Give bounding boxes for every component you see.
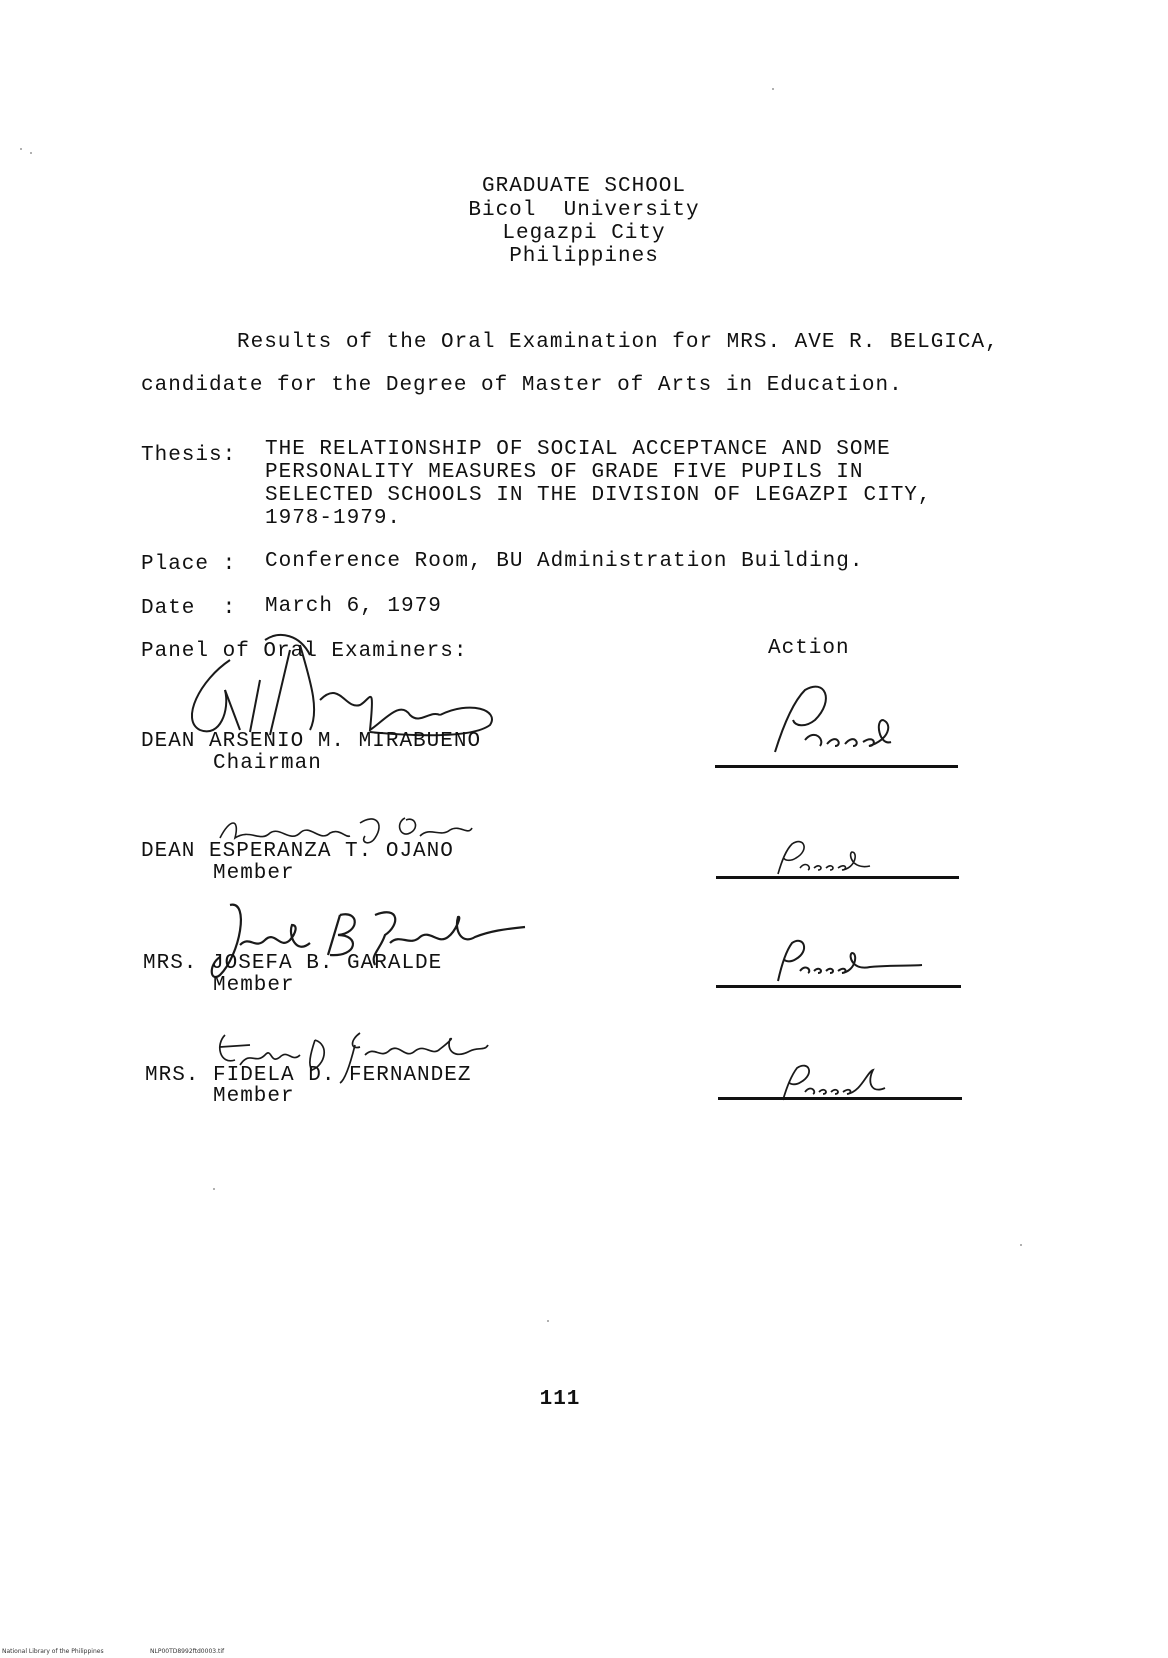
examiner-name: DEAN ARSENIO M. MIRABUENO bbox=[141, 730, 482, 753]
thesis-line: PERSONALITY MEASURES OF GRADE FIVE PUPILS IN bbox=[265, 461, 864, 484]
thesis-line: THE RELATIONSHIP OF SOCIAL ACCEPTANCE AND SOME bbox=[265, 438, 891, 461]
action-rule bbox=[716, 876, 959, 879]
examiner-name: MRS. JOSEFA B. GARALDE bbox=[143, 952, 443, 975]
panel-heading: Panel of Oral Examiners: bbox=[141, 640, 468, 663]
examiner-role: Member bbox=[213, 1085, 295, 1108]
action-signature bbox=[765, 680, 905, 765]
thesis-label: Thesis: bbox=[141, 444, 237, 467]
scan-speck bbox=[772, 88, 774, 90]
examiner-role: Member bbox=[213, 862, 295, 885]
thesis-line: 1978-1979. bbox=[265, 507, 402, 530]
country-name: Philippines bbox=[509, 245, 659, 268]
place-label: Place : bbox=[141, 553, 237, 576]
scan-speck bbox=[547, 1320, 549, 1322]
action-rule bbox=[718, 1097, 962, 1100]
action-heading: Action bbox=[768, 637, 850, 660]
examiner-role: Chairman bbox=[213, 752, 322, 775]
examiner-role: Member bbox=[213, 974, 295, 997]
examiner-name: DEAN ESPERANZA T. OJANO bbox=[141, 840, 454, 863]
university-name: Bicol University bbox=[468, 199, 700, 222]
action-signature bbox=[770, 935, 930, 990]
action-rule bbox=[715, 765, 958, 768]
date-value: March 6, 1979 bbox=[265, 595, 442, 618]
page-number: 111 bbox=[539, 1388, 581, 1411]
action-rule bbox=[716, 985, 961, 988]
examiner-name: MRS. FIDELA D. FERNANDEZ bbox=[145, 1064, 472, 1087]
city-name: Legazpi City bbox=[502, 222, 666, 245]
scan-speck bbox=[30, 152, 32, 154]
scan-speck bbox=[20, 148, 22, 150]
thesis-line: SELECTED SCHOOLS IN THE DIVISION OF LEGAZPI CITY, bbox=[265, 484, 932, 507]
scan-speck bbox=[213, 1188, 215, 1190]
date-label: Date : bbox=[141, 597, 237, 620]
intro-line-1: Results of the Oral Examination for MRS. AVE R. BELGICA, bbox=[237, 331, 999, 354]
scan-speck bbox=[1020, 1244, 1022, 1246]
footer-library: National Library of the Philippines bbox=[2, 1648, 104, 1655]
place-value: Conference Room, BU Administration Building. bbox=[265, 550, 864, 573]
footer-file: NLP00TD8992ftd0003.tif bbox=[150, 1648, 225, 1655]
action-signature bbox=[775, 1062, 905, 1107]
intro-line-2: candidate for the Degree of Master of Arts in Education. bbox=[141, 374, 903, 397]
school-name: GRADUATE SCHOOL bbox=[481, 175, 687, 198]
